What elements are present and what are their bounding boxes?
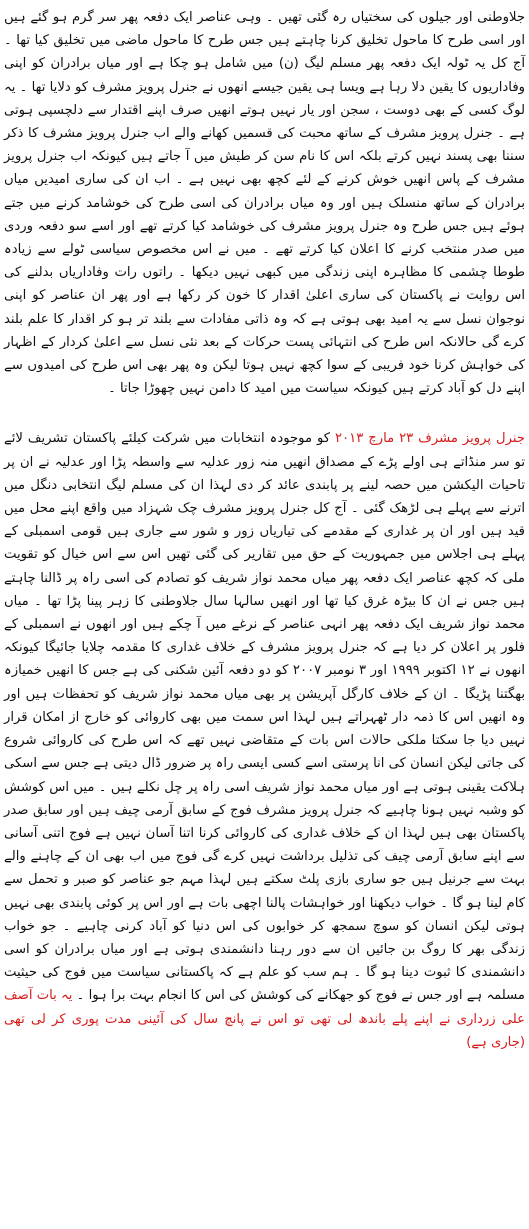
paragraph-gap — [4, 400, 525, 427]
article-paragraph-2 — [4, 427, 525, 1053]
paragraph-tail-highlight: یہ بات آصف علی زرداری نے اپنے پلے باندھ لی تھی تو اس نے پانچ سال کی آئینی مدت پوری کر لی تھی (جاری ہے) — [4, 988, 525, 1050]
paragraph-lead-highlight: جنرل پرویز مشرف ۲۳ مارچ ۲۰۱۳ — [334, 431, 525, 447]
paragraph-body: کو موجودہ انتخابات میں شرکت کیلئے پاکستان تشریف لائے تو سر منڈاتے ہی اولے پڑے کے مصداق انھیں منہ زور عدلیہ سے واسطہ پڑا اور عدلیہ نے ان پر تاحیات الیکشن میں حصہ لینے پر پابندی عائد کر دی لہذا ان کی مسلم لیگ انتخابی دنگل میں اترنے سے پہلے ہی لڑھک گئی ۔ آج کل جنرل پرویز مشرف چک شہزاد میں واقع اپنے محل میں قید ہیں اور ان پر غداری کے مقدمے کی تیاریاں زور و شور سے جاری ہیں قومی اسمبلی کے پہلے ہی اجلاس میں جمہوریت کے حق میں تقاریر کی گئی تھیں اس سے اس خیال کو تقویت ملی کہ کچھ عناصر ایک دفعہ پھر میاں محمد نواز شریف کو تصادم کی اسی راہ پر ڈالنا چاہتے ہیں جس نے ان کا بیڑہ غرق کیا تھا اور انھیں سالہا سال جلاوطنی کا زہر پینا پڑا تھا ۔ میاں محمد نواز شریف ایک دفعہ پھر انہی عناصر کے نرغے میں آ چکے ہیں اور انھوں نے اسمبلی کے فلور پر اعلان کر دیا ہے کہ جنرل پرویز مشرف کے خلاف غداری کا مقدمہ چلایا جائیگا کیونکہ انھوں نے ۱۲ اکتوبر ۱۹۹۹ اور ۳ نومبر ۲۰۰۷ کو دو دفعہ آئین شکنی کی ہے جس کا انھیں خمیازہ بھگتنا پڑیگا ۔ ان کے خلاف کارگل آپریشن پر بھی میاں محمد نواز شریف کو تحفظات ہیں اور وہ انھیں اس کا ذمہ دار ٹھہراتے ہیں لہذا اس سمت میں بھی کاروائی کو خارج از امکان قرار نہیں دیا جا سکتا ملکی حالات اس بات کے متقاضی نہیں تھے کہ اس طرح کی کاروائی شروع کی جاتی لیکن انسان کی انا پرستی اسے کسی ایسی راہ پر ضرور ڈال دیتی ہے جس سے اسکی ہلاکت یقینی ہوتی ہے اور میاں محمد نواز شریف اسی راہ پر چل نکلے ہیں ۔ میں اس کوشش کو وشبہ نہیں ہونا چاہیے کہ جنرل پرویز مشرف فوج کے سابق آرمی چیف ہیں اور سابق صدر پاکستان بھی ہیں لہذا ان کے خلاف غداری کی کاروائی کرنا اتنا آسان نہیں ہے فوج اتنی آسانی سے اپنے سابق آرمی چیف کی تذلیل برداشت نہیں کرے گی فوج میں اب بھی ان کے چاہنے والے بہت سے جرنیل ہیں جو ساری بازی پلٹ سکتے ہیں لہذا مہم جو عناصر کو صبر و تحمل سے کام لینا ہو گا ۔ خواب دیکھنا اور خواہشات پالنا اچھی بات ہے اور اس پر کوئی پابندی بھی نہیں ہوتی لیکن انسان کو سوچ سمجھ کر خوابوں کی اس دنیا کو آباد کرنی چاہیے ۔ جو خواب زندگی بھر کا روگ بن جائیں ان سے دور رہنا دانشمندی ہوتی ہے اور میاں برادران کو اسی دانشمندی کا ثبوت دینا ہو گا ۔ ہم سب کو علم ہے کہ پاکستانی سیاست میں فوج کی حیثیت مسلمہ ہے اور جس نے فوج کو جھکانے کی کوشش کی اس کا انجام بہت برا ہوا ۔ — [4, 431, 526, 1004]
article-paragraph-1: جلاوطنی اور جیلوں کی سختیاں رہ گئی تھیں ۔ وہی عناصر ایک دفعہ پھر سر گرم ہو گئے ہیں اور اسی طرح کا ماحول تخلیق کرنا چاہتے ہیں جس طرح کا ماحول ماضی میں تخلیق کیا تھا ۔ آج کل یہ ٹولہ ایک دفعہ پھر مسلم لیگ (ن) میں شامل ہو چکا ہے اور میاں برادران کو اپنی وفاداریوں کا یقین دلا رہا ہے ویسا ہی یقین جیسے انھوں نے جنرل پرویز مشرف کو دلایا تھا ۔ یہ لوگ کسی کے بھی دوست ، سجن اور یار نہیں ہوتے انھیں صرف اپنے اقتدار سے دلچسپی ہوتی ہے ۔ جنرل پرویز مشرف کے ساتھ محبت کی قسمیں کھانے والے اب جنرل پرویز مشرف کا ذکر سننا بھی پسند نہیں کرتے بلکہ اس کا نام سن کر طیش میں آ جاتے ہیں کیونکہ اب جنرل پرویز مشرف کے پاس انھیں خوش کرنے کے لئے کچھ بھی نہیں ہے ۔ اب ان کی ساری امیدیں میاں برادران کے ساتھ منسلک ہیں اور وہ میاں برادران کی اسی طرح کی خوشامد کرنے میں جتے ہوئے ہیں جس طرح وہ جنرل پرویز مشرف کی خوشامد کیا کرتے تھے اور اسے سو دفعہ وردی میں صدر منتخب کرنے کا اعلان کیا کرتے تھے ۔ میں نے اس مخصوص سیاسی ٹولے سے زیادہ طوطا چشمی کا مظاہرہ اپنی زندگی میں کبھی نہیں دیکھا ۔ راتوں رات وفاداریاں بدلنے کی اس روایت نے پاکستان کی ساری اعلیٰ اقدار کا خون کر رکھا ہے اور پھر ان عناصر کو اپنی نوجوان نسل سے یہ امید بھی ہوتی ہے کہ وہ ذاتی مفادات سے بلند تر ہو کر اقدار کا علم بلند کرے گی حالانکہ اس طرح کی انتہائی پست حرکات کے بعد نئی نسل سے اعلیٰ کردار کے اظہار کی خواہش کرنا خود فریبی کے سوا کچھ نہیں ہوتا لیکن وہ پھر بھی اس طرح کی امیدوں سے اپنے دل کو آباد کرتے ہیں کیونکہ سیاست میں امید کا دامن نہیں چھوڑا جاتا ۔ — [4, 10, 525, 397]
